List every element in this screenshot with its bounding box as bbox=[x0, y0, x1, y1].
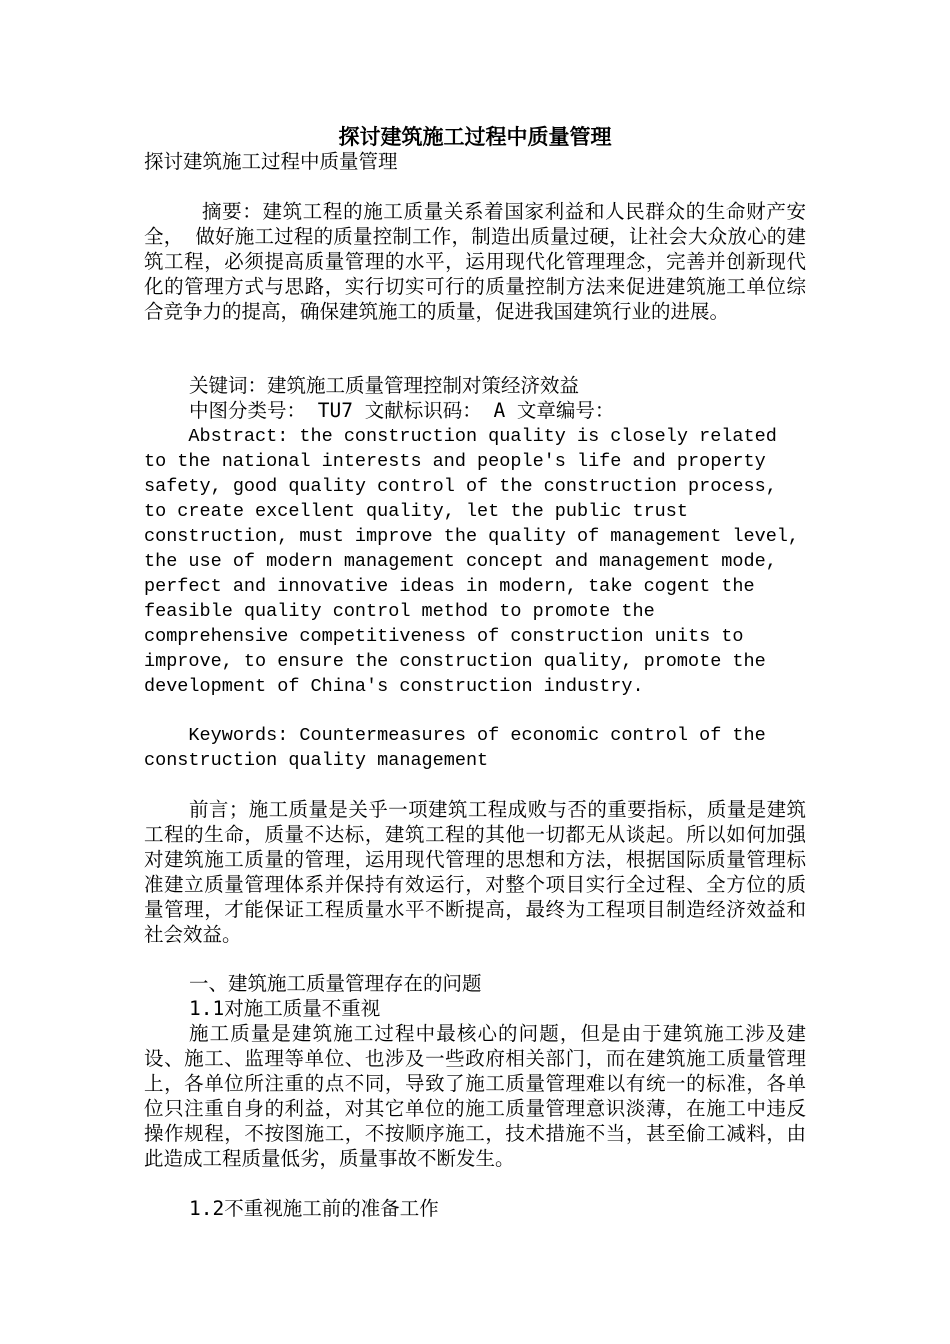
classification-line: 中图分类号： TU7 文献标识码： A 文章编号： bbox=[189, 399, 615, 422]
keywords-chinese: 关键词：建筑施工质量管理控制对策经济效益 bbox=[189, 374, 580, 397]
preface-paragraph: 前言；施工质量是关乎一项建筑工程成败与否的重要指标，质量是建筑工程的生命，质量不达标，建筑工程的其他一切都无从谈起。所以如何加强对建筑施工质量的管理，运用现代管理的思想和方法，根据国际质量管理标准建立质量管理体系并保持有效运行，对整个项目实行全过程、全方位的质量管理，才能保证工程质量水平不断提高，最终为工程项目制造经济效益和社会效益。 bbox=[144, 798, 806, 946]
section-1-2-heading: 1.2不重视施工前的准备工作 bbox=[189, 1197, 439, 1220]
document-subtitle: 探讨建筑施工过程中质量管理 bbox=[144, 150, 398, 173]
abstract-english: Abstract: the construction quality is closely related to the national interests and people's life and property safety, good quality control of the construction process, to create excellent quality, let the public trust construction, must improve the quality of management level, the use of modern management concept and management mode, perfect and innovative ideas in modern, take cogent the feasible quality control method to promote the comprehensive competitiveness of construction units to improve, to ensure the construction quality, promote the development of China's construction industry. bbox=[144, 426, 800, 697]
document-title: 探讨建筑施工过程中质量管理 bbox=[338, 124, 612, 149]
section-1-1-heading: 1.1对施工质量不重视 bbox=[189, 997, 381, 1020]
keywords-english: Keywords: Countermeasures of economic control of the construction quality management bbox=[144, 725, 766, 771]
section-1-1-body: 施工质量是建筑施工过程中最核心的问题，但是由于建筑施工涉及建设、施工、监理等单位、也涉及一些政府相关部门，而在建筑施工质量管理上，各单位所注重的点不同，导致了施工质量管理难以有统一的标准，各单位只注重自身的利益，对其它单位的施工质量管理意识淡薄，在施工中违反操作规程，不按图施工，不按顺序施工，技术措施不当，甚至偷工减料，由此造成工程质量低劣，质量事故不断发生。 bbox=[144, 1022, 806, 1170]
abstract-chinese: 摘要：建筑工程的施工质量关系着国家利益和人民群众的生命财产安全， 做好施工过程的质量控制工作，制造出质量过硬，让社会大众放心的建筑工程，必须提高质量管理的水平，运用现代化管理理念，完善并创新现代化的管理方式与思路，实行切实可行的质量控制方法来促进建筑施工单位综合竞争力的提高，确保建筑施工的质量，促进我国建筑行业的进展。 bbox=[144, 200, 806, 323]
section-1-heading: 一、建筑施工质量管理存在的问题 bbox=[189, 972, 482, 995]
